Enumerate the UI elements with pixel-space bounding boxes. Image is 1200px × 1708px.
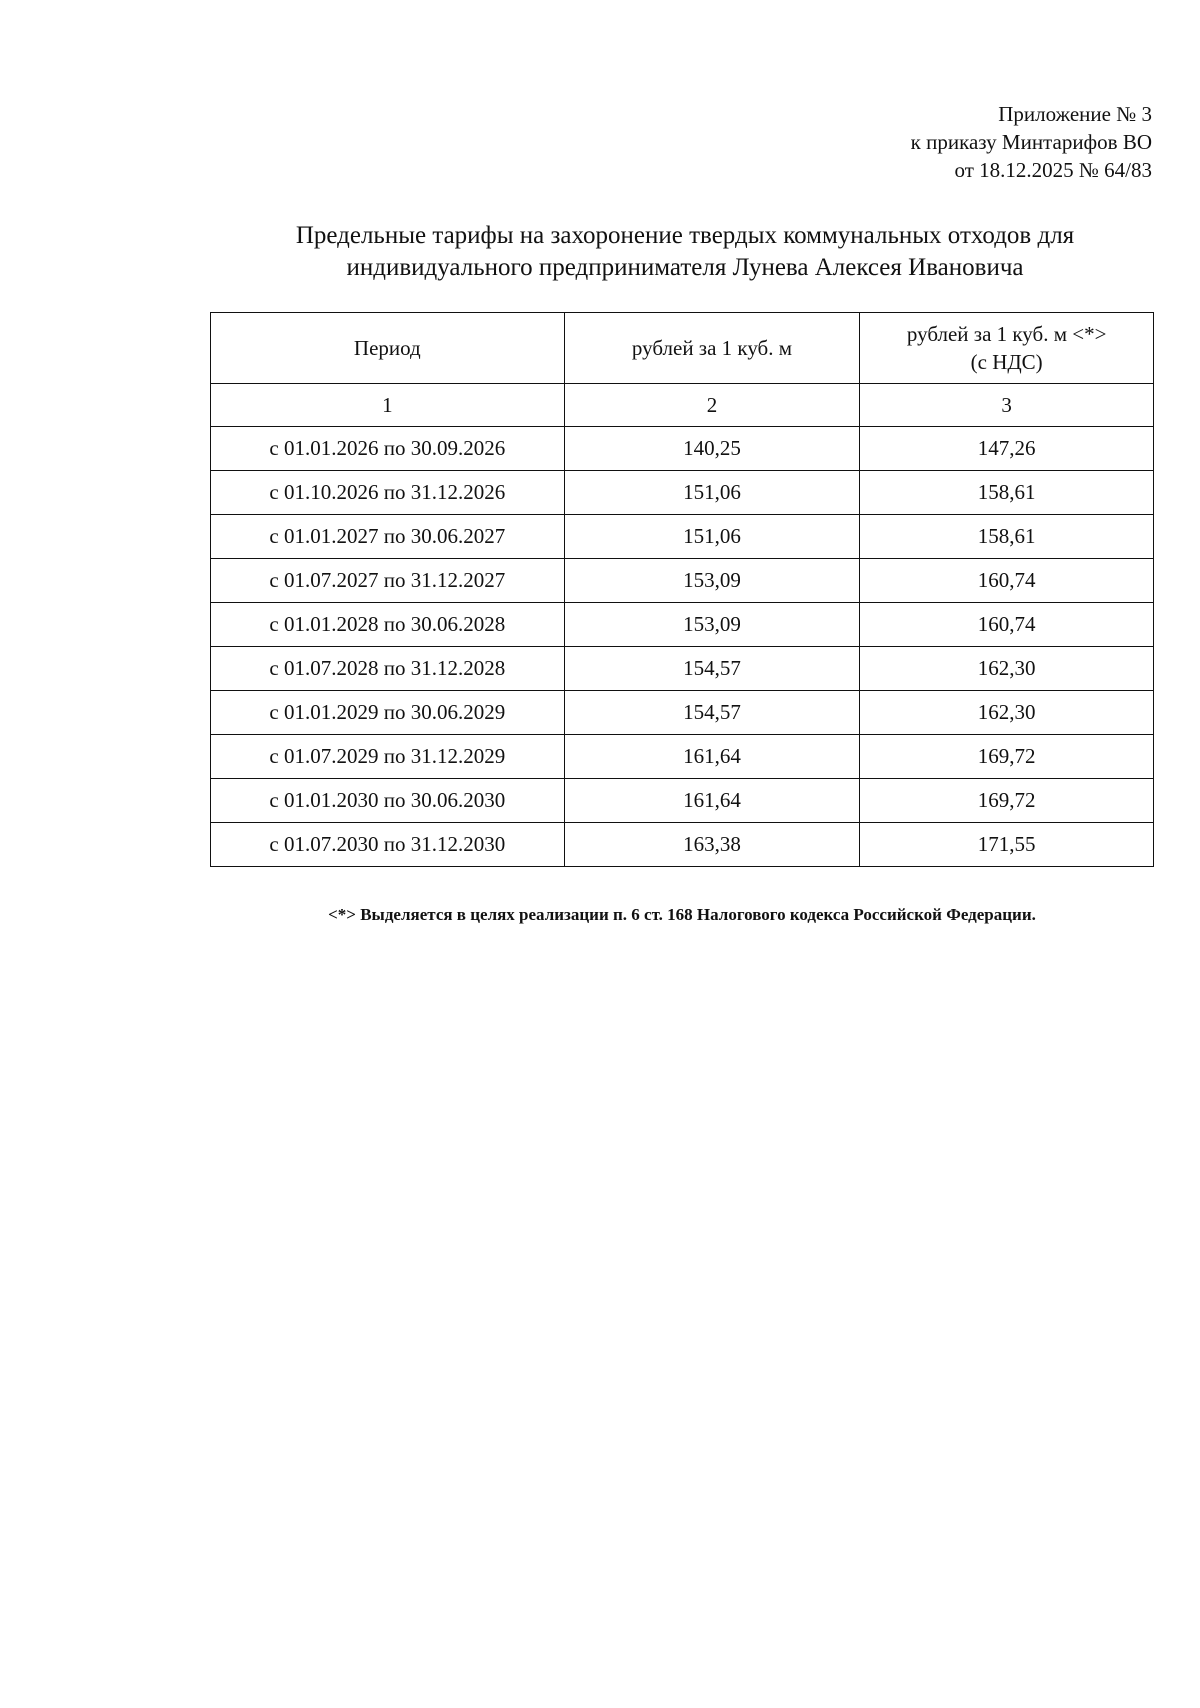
cell-price-vat: 160,74	[860, 559, 1154, 603]
cell-period: с 01.01.2028 по 30.06.2028	[211, 603, 565, 647]
table-row	[211, 779, 1154, 823]
cell-period: с 01.10.2026 по 31.12.2026	[211, 471, 565, 515]
cell-price: 151,06	[564, 471, 860, 515]
header-price-vat-line-2: (с НДС)	[970, 350, 1043, 374]
table-header-row	[211, 313, 1154, 384]
table-row	[211, 515, 1154, 559]
document-title-line-2: индивидуального предпринимателя Лунева Алексея Ивановича	[346, 254, 1024, 281]
cell-price: 153,09	[564, 559, 860, 603]
cell-price: 153,09	[564, 603, 860, 647]
appendix-number: Приложение № 3	[998, 102, 1152, 126]
cell-price: 163,38	[564, 823, 860, 867]
column-number: 3	[860, 384, 1154, 427]
cell-period: с 01.07.2028 по 31.12.2028	[211, 647, 565, 691]
cell-price: 154,57	[564, 647, 860, 691]
cell-price-vat: 147,26	[860, 427, 1154, 471]
cell-price: 140,25	[564, 427, 860, 471]
cell-price: 151,06	[564, 515, 860, 559]
table-row	[211, 471, 1154, 515]
cell-period: с 01.01.2030 по 30.06.2030	[211, 779, 565, 823]
appendix-order-ref: к приказу Минтарифов ВО	[910, 130, 1152, 154]
cell-price-vat: 162,30	[860, 647, 1154, 691]
footnote: <*> Выделяется в целях реализации п. 6 ст. 168 Налогового кодекса Российской Федерации.	[328, 905, 1036, 924]
header-price-vat	[860, 313, 1154, 384]
table-row	[211, 691, 1154, 735]
column-number: 1	[211, 384, 565, 427]
header-period: Период	[211, 313, 565, 384]
cell-price-vat: 158,61	[860, 471, 1154, 515]
cell-price-vat: 169,72	[860, 735, 1154, 779]
document-title-line-1: Предельные тарифы на захоронение твердых коммунальных отходов для	[295, 222, 1075, 249]
cell-period: с 01.01.2027 по 30.06.2027	[211, 515, 565, 559]
appendix-header	[911, 100, 1152, 184]
cell-period: с 01.07.2029 по 31.12.2029	[211, 735, 565, 779]
table-row	[211, 603, 1154, 647]
cell-price-vat: 169,72	[860, 779, 1154, 823]
cell-price-vat: 162,30	[860, 691, 1154, 735]
cell-period: с 01.07.2027 по 31.12.2027	[211, 559, 565, 603]
column-number-row	[211, 384, 1154, 427]
table-row	[211, 647, 1154, 691]
header-price-vat-line-1: рублей за 1 куб. м <*>	[906, 322, 1107, 346]
cell-price: 161,64	[564, 779, 860, 823]
table-row	[211, 559, 1154, 603]
cell-price-vat: 171,55	[860, 823, 1154, 867]
cell-price-vat: 158,61	[860, 515, 1154, 559]
tariff-table	[210, 312, 1154, 867]
document-title	[210, 220, 1160, 284]
column-number: 2	[564, 384, 860, 427]
cell-period: с 01.01.2029 по 30.06.2029	[211, 691, 565, 735]
cell-price-vat: 160,74	[860, 603, 1154, 647]
cell-period: с 01.07.2030 по 31.12.2030	[211, 823, 565, 867]
table-row	[211, 823, 1154, 867]
appendix-order-date: от 18.12.2025 № 64/83	[954, 158, 1152, 182]
header-price: рублей за 1 куб. м	[564, 313, 860, 384]
cell-price: 161,64	[564, 735, 860, 779]
cell-price: 154,57	[564, 691, 860, 735]
table-row	[211, 427, 1154, 471]
cell-period: с 01.01.2026 по 30.09.2026	[211, 427, 565, 471]
table-row	[211, 735, 1154, 779]
